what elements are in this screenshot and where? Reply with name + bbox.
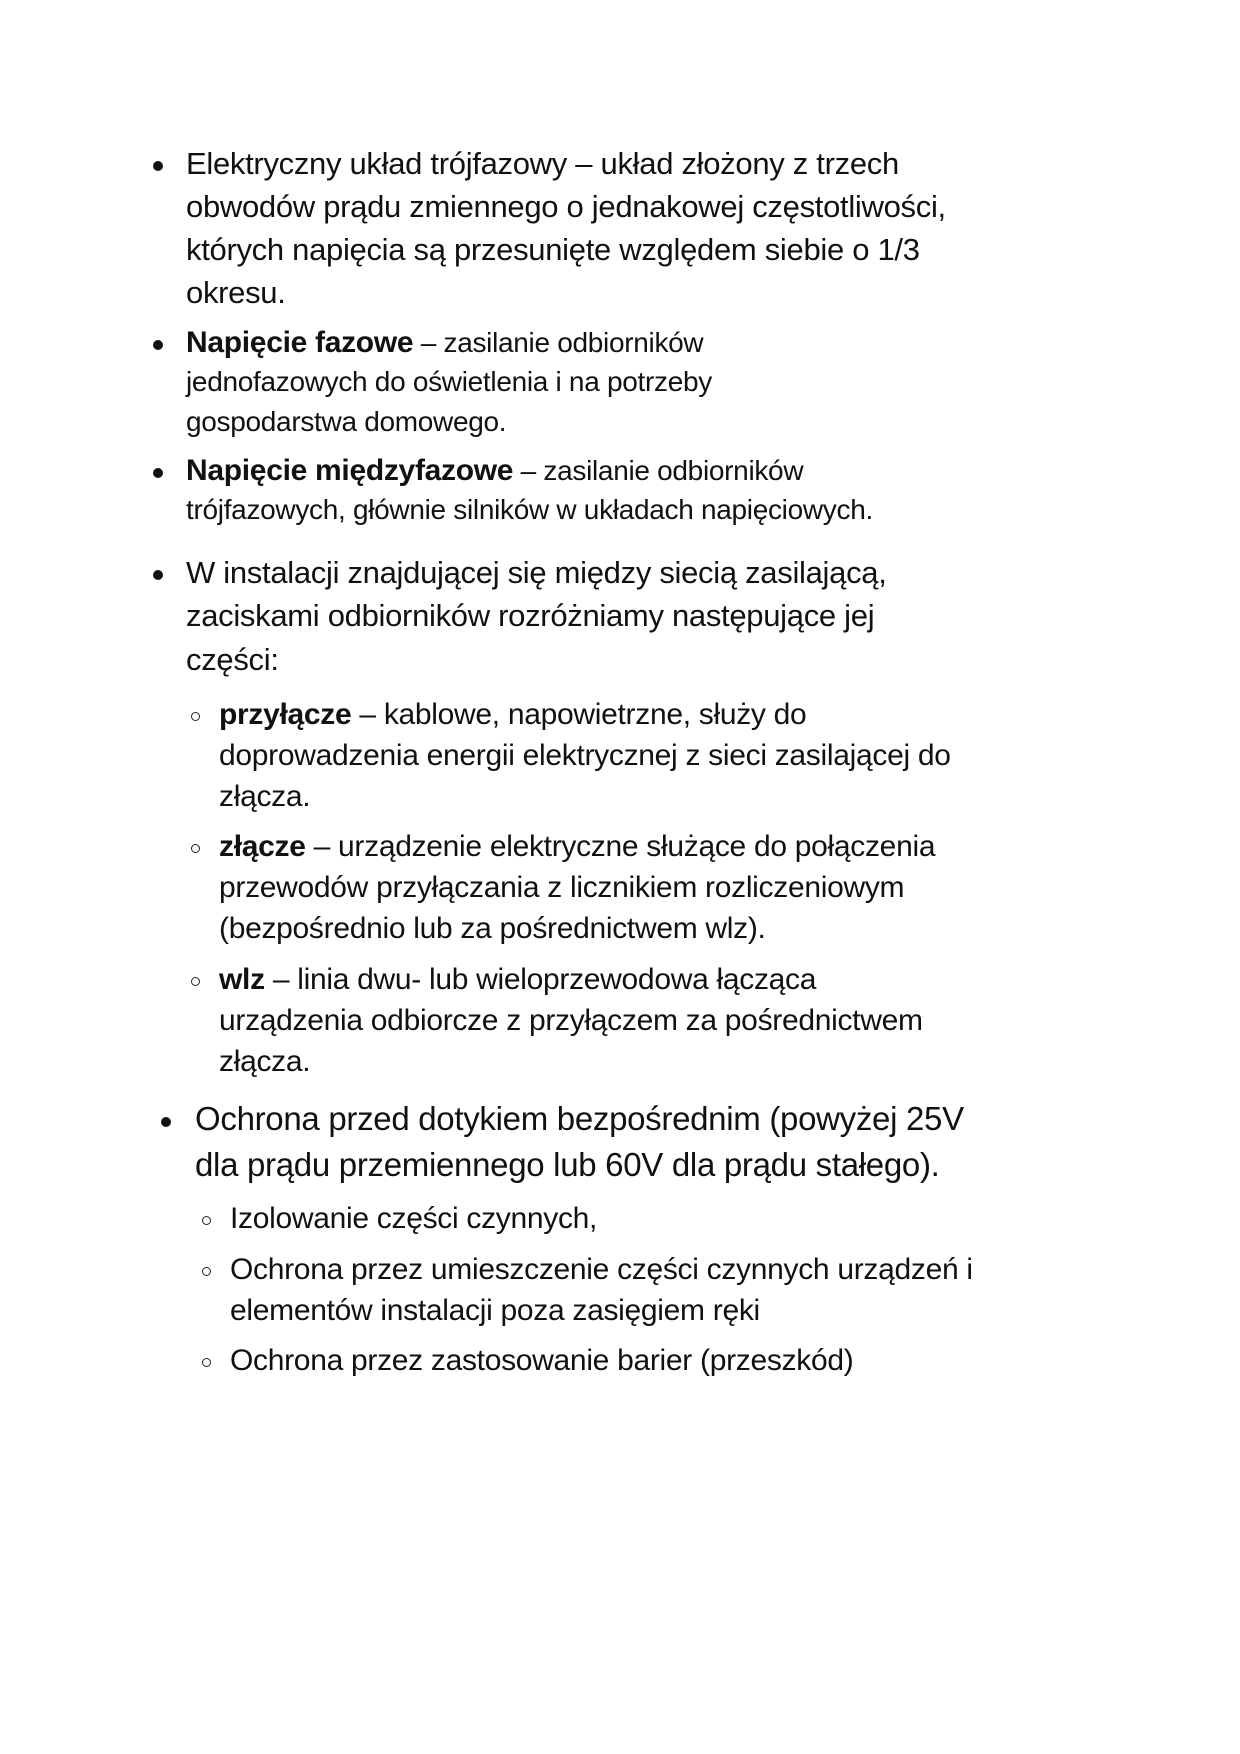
text-line: dla prądu przemiennego lub 60V dla prądu stałego). <box>195 1146 940 1183</box>
term-napiecie-miedzyfazowe: Napięcie międzyfazowe <box>186 454 514 487</box>
text-line: W instalacji znajdującej się między siecią zasilającą, <box>186 555 887 590</box>
term-zlacze: złącze <box>219 830 306 863</box>
bullet-icon <box>153 161 163 171</box>
text-line: jednofazowych do oświetlenia i na potrzeby <box>186 366 712 397</box>
bullet-icon <box>161 1117 171 1127</box>
text-line: Ochrona przez zastosowanie barier (przeszkód) <box>230 1344 854 1377</box>
sub-bullet-icon <box>191 712 200 721</box>
text-line <box>186 454 803 488</box>
text-line: gospodarstwa domowego. <box>186 406 507 437</box>
text-line: Elektryczny układ trójfazowy – układ złożony z trzech <box>186 146 899 181</box>
definition-text: – urządzenie elektryczne służące do połączenia <box>305 830 936 863</box>
text-line: zaciskami odbiorników rozróżniamy następujące jej <box>186 598 875 633</box>
text-line: Izolowanie części czynnych, <box>230 1202 598 1235</box>
text-line: elementów instalacji poza zasięgiem ręki <box>230 1294 760 1327</box>
text-line: doprowadzenia energii elektrycznej z sieci zasilającej do <box>219 739 951 772</box>
sub-bullet-icon <box>191 977 200 986</box>
definition-text: – zasilanie odbiorników <box>513 455 804 486</box>
definition-text: – linia dwu- lub wieloprzewodowa łącząca <box>264 963 817 996</box>
text-line <box>186 326 703 360</box>
bullet-icon <box>153 468 163 478</box>
text-line <box>219 963 816 997</box>
text-line: Ochrona przed dotykiem bezpośrednim (powyżej 25V <box>195 1100 964 1137</box>
text-line: urządzenia odbiorcze z przyłączem za pośrednictwem <box>219 1004 923 1037</box>
text-line: trójfazowych, głównie silników w układach napięciowych. <box>186 494 873 525</box>
sub-bullet-icon <box>191 844 200 853</box>
text-line: obwodów prądu zmiennego o jednakowej częstotliwości, <box>186 189 946 224</box>
term-napiecie-fazowe: Napięcie fazowe <box>186 326 414 359</box>
bullet-icon <box>153 340 163 350</box>
text-line: złącza. <box>219 1045 311 1078</box>
text-line: złącza. <box>219 780 311 813</box>
text-line: których napięcia są przesunięte względem siebie o 1/3 <box>186 232 920 267</box>
text-line: (bezpośrednio lub za pośrednictwem wlz). <box>219 912 766 945</box>
definition-text: – kablowe, napowietrzne, służy do <box>351 698 807 731</box>
sub-bullet-icon <box>202 1267 211 1276</box>
bullet-icon <box>153 570 163 580</box>
text-line: części: <box>186 642 279 677</box>
text-line <box>219 830 935 864</box>
term-wlz: wlz <box>219 963 265 996</box>
sub-bullet-icon <box>202 1358 211 1367</box>
text-line: okresu. <box>186 275 286 310</box>
text-line <box>219 698 806 732</box>
text-line: przewodów przyłączania z licznikiem rozliczeniowym <box>219 871 905 904</box>
text-line: Ochrona przez umieszczenie części czynnych urządzeń i <box>230 1253 973 1286</box>
sub-bullet-icon <box>202 1216 211 1225</box>
definition-text: – zasilanie odbiorników <box>413 327 704 358</box>
term-przylacze: przyłącze <box>219 698 352 731</box>
